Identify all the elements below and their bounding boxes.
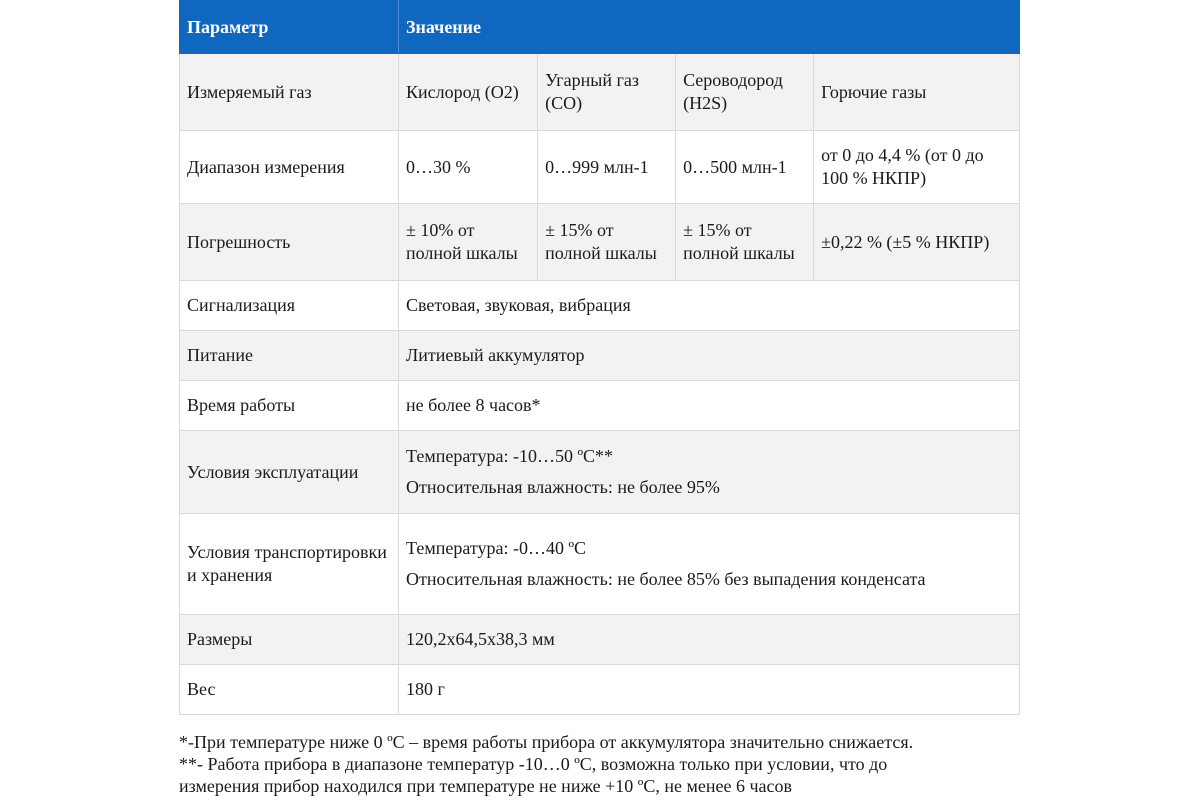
cell-error-h2s: ± 15% от полной шкалы [676,204,814,281]
footnote-1: *-При температуре ниже 0 ºС – время работы прибора от аккумулятора значительно снижается. [179,732,914,752]
row-label-weight: Вес [180,665,399,715]
header-value: Значение [399,1,1020,54]
cell-operating-value [399,431,1020,514]
row-label-power: Питание [180,331,399,381]
cell-storage-value [399,514,1020,615]
specifications-table [179,0,1020,715]
cell-gas-co: Угарный газ (CO) [538,54,676,131]
row-label-runtime: Время работы [180,381,399,431]
storage-temperature: Температура: -0…40 ºС [406,538,587,558]
operating-humidity: Относительная влажность: не более 95% [406,477,720,497]
table-row-range [180,131,1020,204]
table-row-runtime [180,381,1020,431]
row-label-storage: Условия транспортировки и хранения [180,514,399,615]
table-header-row [180,1,1020,54]
cell-weight-value: 180 г [399,665,1020,715]
footnote-2-line-1: **- Работа прибора в диапазоне температур -10…0 ºС, возможна только при условии, что до [179,754,888,774]
table-row-size [180,615,1020,665]
table-row-alarm [180,281,1020,331]
cell-range-o2: 0…30 % [399,131,538,204]
operating-temperature: Температура: -10…50 ºС** [406,446,614,466]
cell-range-co: 0…999 млн-1 [538,131,676,204]
cell-gas-flammable: Горючие газы [814,54,1020,131]
row-label-gas: Измеряемый газ [180,54,399,131]
storage-humidity: Относительная влажность: не более 85% без выпадения конденсата [406,569,926,589]
table-row-operating [180,431,1020,514]
table-row-weight [180,665,1020,715]
cell-error-co: ± 15% от полной шкалы [538,204,676,281]
table-row-power [180,331,1020,381]
row-label-size: Размеры [180,615,399,665]
cell-runtime-value: не более 8 часов* [399,381,1020,431]
cell-size-value: 120,2x64,5x38,3 мм [399,615,1020,665]
row-label-alarm: Сигнализация [180,281,399,331]
row-label-operating: Условия эксплуатации [180,431,399,514]
cell-range-h2s: 0…500 млн-1 [676,131,814,204]
row-label-error: Погрешность [180,204,399,281]
table-row-error [180,204,1020,281]
table-row-storage [180,514,1020,615]
cell-error-o2: ± 10% от полной шкалы [399,204,538,281]
cell-gas-h2s: Сероводород (H2S) [676,54,814,131]
row-label-range: Диапазон измерения [180,131,399,204]
cell-gas-o2: Кислород (O2) [399,54,538,131]
header-param: Параметр [180,1,399,54]
cell-alarm-value: Световая, звуковая, вибрация [399,281,1020,331]
footnote-2-line-2: измерения прибор находился при температуре не ниже +10 ºС, не менее 6 часов [179,776,793,796]
footnotes [179,731,1179,797]
cell-error-flammable: ±0,22 % (±5 % НКПР) [814,204,1020,281]
table-row-gas [180,54,1020,131]
cell-range-flammable: от 0 до 4,4 % (от 0 до 100 % НКПР) [814,131,1020,204]
cell-power-value: Литиевый аккумулятор [399,331,1020,381]
